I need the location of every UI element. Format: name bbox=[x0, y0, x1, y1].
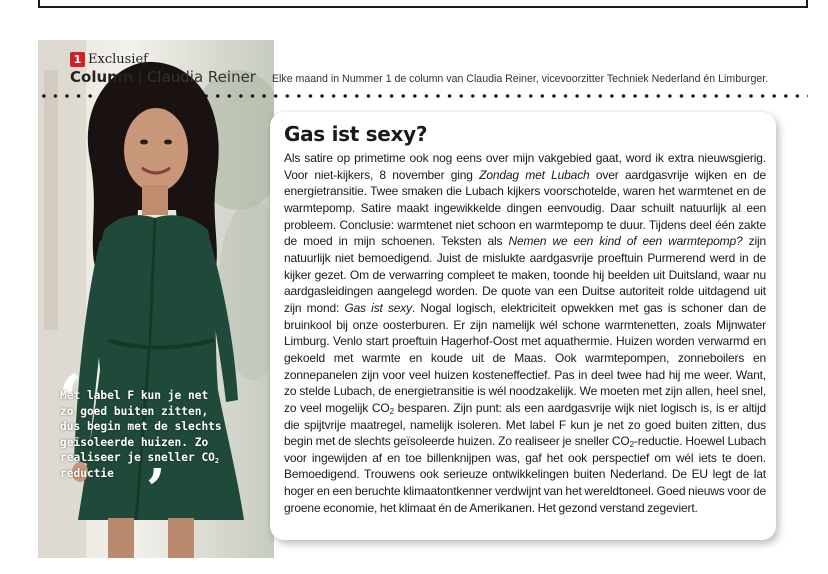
kicker bbox=[70, 51, 148, 67]
author-name: Claudia Reiner bbox=[146, 68, 256, 86]
header-separator: | bbox=[137, 68, 143, 86]
close-quote-mark: ’ bbox=[146, 457, 166, 523]
number-one-logo: 1 bbox=[70, 52, 85, 67]
pull-quote: Met label F kun je net zo goed buiten zitten, dus begin met de slechts geïsoleerde huizen. Zo realiseer je sneller $CO_2$ reductie bbox=[60, 389, 222, 480]
quoted-phrase: Gas ist sexy bbox=[344, 300, 413, 315]
dotted-divider bbox=[38, 93, 808, 99]
open-quote-mark: ‘ bbox=[58, 359, 83, 442]
kicker-label: Exclusief bbox=[88, 51, 148, 67]
top-frame bbox=[38, 0, 808, 8]
article-box bbox=[270, 112, 776, 540]
quoted-phrase: Nemen we een kind of een warmtepomp? bbox=[508, 234, 743, 249]
column-header bbox=[70, 68, 768, 90]
article-title: Gas ist sexy? bbox=[284, 122, 428, 146]
tv-show-title: Zondag met Lubach bbox=[479, 167, 590, 182]
column-intro: Elke maand in Nummer 1 de column van Claudia Reiner, vicevoorzitter Techniek Nederland én Limburger. bbox=[271, 73, 769, 85]
article-body: Als satire op primetime ook nog eens over mijn vakgebied gaat, word ik extra nieuwsgierig. Voor niet-kijkers, 8 november ging Zondag met Lubach over aardgasvrije wijken en de energietransitie. Twee smaken die Lubach kijkers voorschotelde, waren het warmtenet en de warmtepomp. Satire maakt ingewikkelde dingen eenvoudig. Daar schuilt natuurlijk al een probleem. Conclusie: warmtenet niet schoon en warmtepomp te duur. Tijdens deel één zakte de moed in mijn schoenen. Teksten als Nemen we een kind of een warmtepomp? zijn natuurlijk niet bemoedigend. Juist de mislukte aardgasvrije proeftuin Purmerend werd in de kijker gezet. Om de verwarring compleet te maken, toonde hij beelden uit Duitsland, waar nu aardgasleidingen aangelegd worden. De quote van een Duitse autoriteit rolde uitdagend uit zijn mond: Gas ist sexy. Nogal logisch, elektriciteit opwekken met gas is schoner dan de bruinkool bij onze oosterburen. Er zijn namelijk wél schone warmtenetten, zoals Mijnwater Limburg. Venlo start proeftuin Hagerhof-Oost met aquathermie. Huizen worden verwarmd en gekoeld met warmte en koude uit de Maas. Ook warmtepompen, zonneboilers en zonnepanelen zijn voor veel huizen kosteneffectief. Pas in deel twee had hij me weer. Want, zo stelde Lubach, de energietransitie is wél noodzakelijk. We moeten met zijn allen, heel snel, zo veel mogelijk $CO_2$ besparen. Zijn punt: als een aardgasvrije wijk niet logisch is, is er altijd die spijtvrije maatregel, namelijk isoleren. Met label F kun je net zo goed buiten zitten, dus begin met de slechts geïsoleerde huizen. Zo realiseer je sneller $CO_2$-reductie. Hoewel Lubach voor ingewijden af en toe billenknijpen was, gaf het ook perspectief om wél iets te doen. Bemoedigend. Trouwens ook serieuze ontwikkelingen buiten Nederland. De EU legt de lat hoger en een beruchte klimaatontkenner verdwijnt van het wereldtoneel. Goed nieuws voor de groene economie, het klimaat én de Amerikanen. Het gezond verstand zegeviert. bbox=[284, 151, 766, 515]
column-label: Column bbox=[70, 68, 134, 86]
